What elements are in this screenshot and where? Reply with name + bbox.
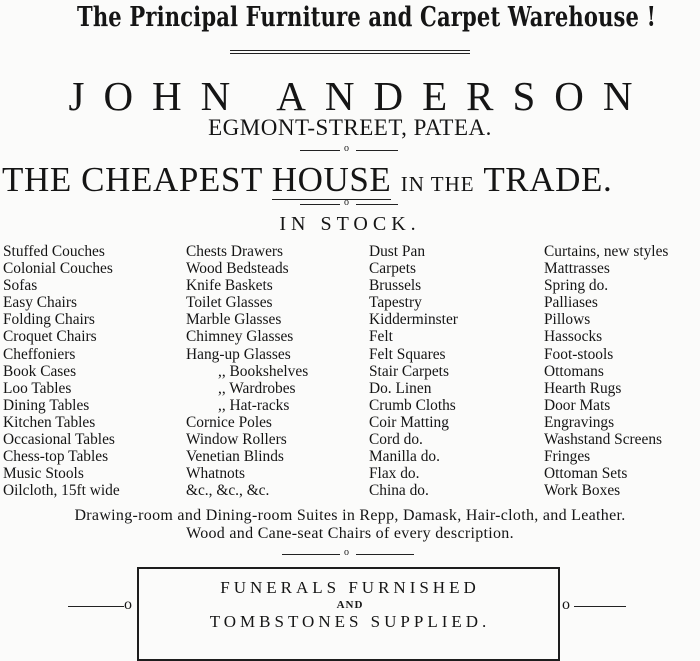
stock-item: Wood Bedsteads xyxy=(186,260,289,278)
stock-column-4 xyxy=(544,243,668,499)
stock-item: Tapestry xyxy=(369,294,422,312)
stock-item: Chests Drawers xyxy=(186,243,284,260)
funerals-and: AND xyxy=(336,599,364,611)
stock-item: Work Boxes xyxy=(544,482,621,500)
stock-item: Brussels xyxy=(369,277,422,295)
divider-line-left xyxy=(300,204,340,205)
stock-item: ,, Bookshelves xyxy=(218,362,309,380)
stock-item: Folding Chairs xyxy=(3,311,95,329)
side-ornament-right: o xyxy=(562,596,570,613)
stock-item: Ottoman Sets xyxy=(544,465,628,483)
stock-item: Croquet Chairs xyxy=(3,328,97,346)
stock-item: Cord do. xyxy=(369,431,423,449)
stock-item: Palliases xyxy=(544,294,598,312)
stock-item: Ottomans xyxy=(544,362,604,380)
headline-rule-top xyxy=(230,50,470,51)
divider-ornament: o xyxy=(344,143,349,154)
stock-item: Easy Chairs xyxy=(3,294,77,312)
stock-item: Cornice Poles xyxy=(186,413,272,431)
divider-line-right xyxy=(356,150,398,151)
stock-item: Mattrasses xyxy=(544,260,610,278)
stock-item: Hang-up Glasses xyxy=(186,345,291,363)
stock-item: ,, Wardrobes xyxy=(218,379,296,397)
stock-item: Carpets xyxy=(369,260,417,278)
merchant-name: JOHN ANDERSON xyxy=(68,73,652,119)
stock-item: Hearth Rugs xyxy=(544,379,622,397)
stock-item: Coir Matting xyxy=(369,413,449,431)
headline: The Principal Furniture and Carpet Warehouse ! xyxy=(77,2,657,33)
stock-item: Felt xyxy=(369,328,393,346)
side-rule-right xyxy=(574,606,626,607)
stock-item: Book Cases xyxy=(3,362,77,380)
stock-item: ,, Hat-racks xyxy=(218,396,290,414)
divider-line-right xyxy=(356,554,414,555)
stock-item: Hassocks xyxy=(544,328,603,346)
stock-item: Engravings xyxy=(544,413,615,431)
stock-item: Cheffoniers xyxy=(3,345,76,363)
stock-item: Sofas xyxy=(3,277,38,295)
stock-item: Venetian Blinds xyxy=(186,448,284,466)
stock-item: Washstand Screens xyxy=(544,431,663,449)
stock-item: China do. xyxy=(369,482,429,500)
stock-item: Occasional Tables xyxy=(3,431,115,449)
stock-item: Kitchen Tables xyxy=(3,413,96,431)
side-rule-left xyxy=(68,606,124,607)
stock-item: Loo Tables xyxy=(3,379,72,397)
stock-item: Knife Baskets xyxy=(186,277,273,295)
stock-item: Kidderminster xyxy=(369,311,458,329)
stock-item: Door Mats xyxy=(544,396,611,414)
stock-item: Stair Carpets xyxy=(369,362,449,380)
stock-item: Music Stools xyxy=(3,465,84,483)
stock-item: Dining Tables xyxy=(3,396,90,414)
stock-item: Pillows xyxy=(544,311,591,329)
stock-item: Window Rollers xyxy=(186,431,287,449)
slogan-house: HOUSE xyxy=(271,160,392,199)
stock-item: Chess-top Tables xyxy=(3,448,109,466)
stock-item: Dust Pan xyxy=(369,243,426,260)
slogan-part-1: THE CHEAPEST xyxy=(2,160,263,199)
stock-item: Oilcloth, 15ft wide xyxy=(3,482,120,500)
stock-item: Stuffed Couches xyxy=(3,243,105,260)
stock-item: Chimney Glasses xyxy=(186,328,294,346)
divider-line-left xyxy=(300,150,340,151)
suites-line: Drawing-room and Dining-room Suites in Repp, Damask, Hair-cloth, and Leather. xyxy=(74,507,626,524)
stock-item: Curtains, new styles xyxy=(544,243,669,260)
tombstones-heading: TOMBSTONES SUPPLIED. xyxy=(209,612,491,631)
divider-ornament: o xyxy=(344,547,349,558)
stock-item: Felt Squares xyxy=(369,345,446,363)
stock-item: Whatnots xyxy=(186,465,245,483)
merchant-address: EGMONT-STREET, PATEA. xyxy=(208,115,492,140)
stock-item: Marble Glasses xyxy=(186,311,282,329)
stock-item: Fringes xyxy=(544,448,591,466)
stock-item: Do. Linen xyxy=(369,379,432,397)
stock-column-3 xyxy=(369,243,458,499)
stock-item: Manilla do. xyxy=(369,448,440,466)
slogan-in-the: IN THE xyxy=(400,172,475,196)
stock-item: Toilet Glasses xyxy=(186,294,273,312)
divider-line-left xyxy=(282,554,340,555)
in-stock-heading: IN STOCK. xyxy=(279,213,421,235)
funerals-heading: FUNERALS FURNISHED xyxy=(220,578,480,597)
stock-item: Flax do. xyxy=(369,465,420,483)
stock-item: &c., &c., &c. xyxy=(186,482,270,500)
stock-item: Foot-stools xyxy=(544,345,614,363)
divider-ornament: o xyxy=(344,197,349,208)
stock-column-2 xyxy=(186,243,308,499)
cheapest-house-slogan xyxy=(2,160,612,200)
stock-column-1 xyxy=(3,243,120,499)
stock-item: Colonial Couches xyxy=(3,260,113,278)
stock-item: Crumb Cloths xyxy=(369,396,456,414)
stock-item: Spring do. xyxy=(544,277,609,295)
headline-rule-bottom xyxy=(230,53,470,54)
divider-line-right xyxy=(356,204,398,205)
chairs-line: Wood and Cane-seat Chairs of every description. xyxy=(186,525,514,542)
side-ornament-left: o xyxy=(124,596,132,613)
slogan-trade: TRADE. xyxy=(483,160,613,199)
